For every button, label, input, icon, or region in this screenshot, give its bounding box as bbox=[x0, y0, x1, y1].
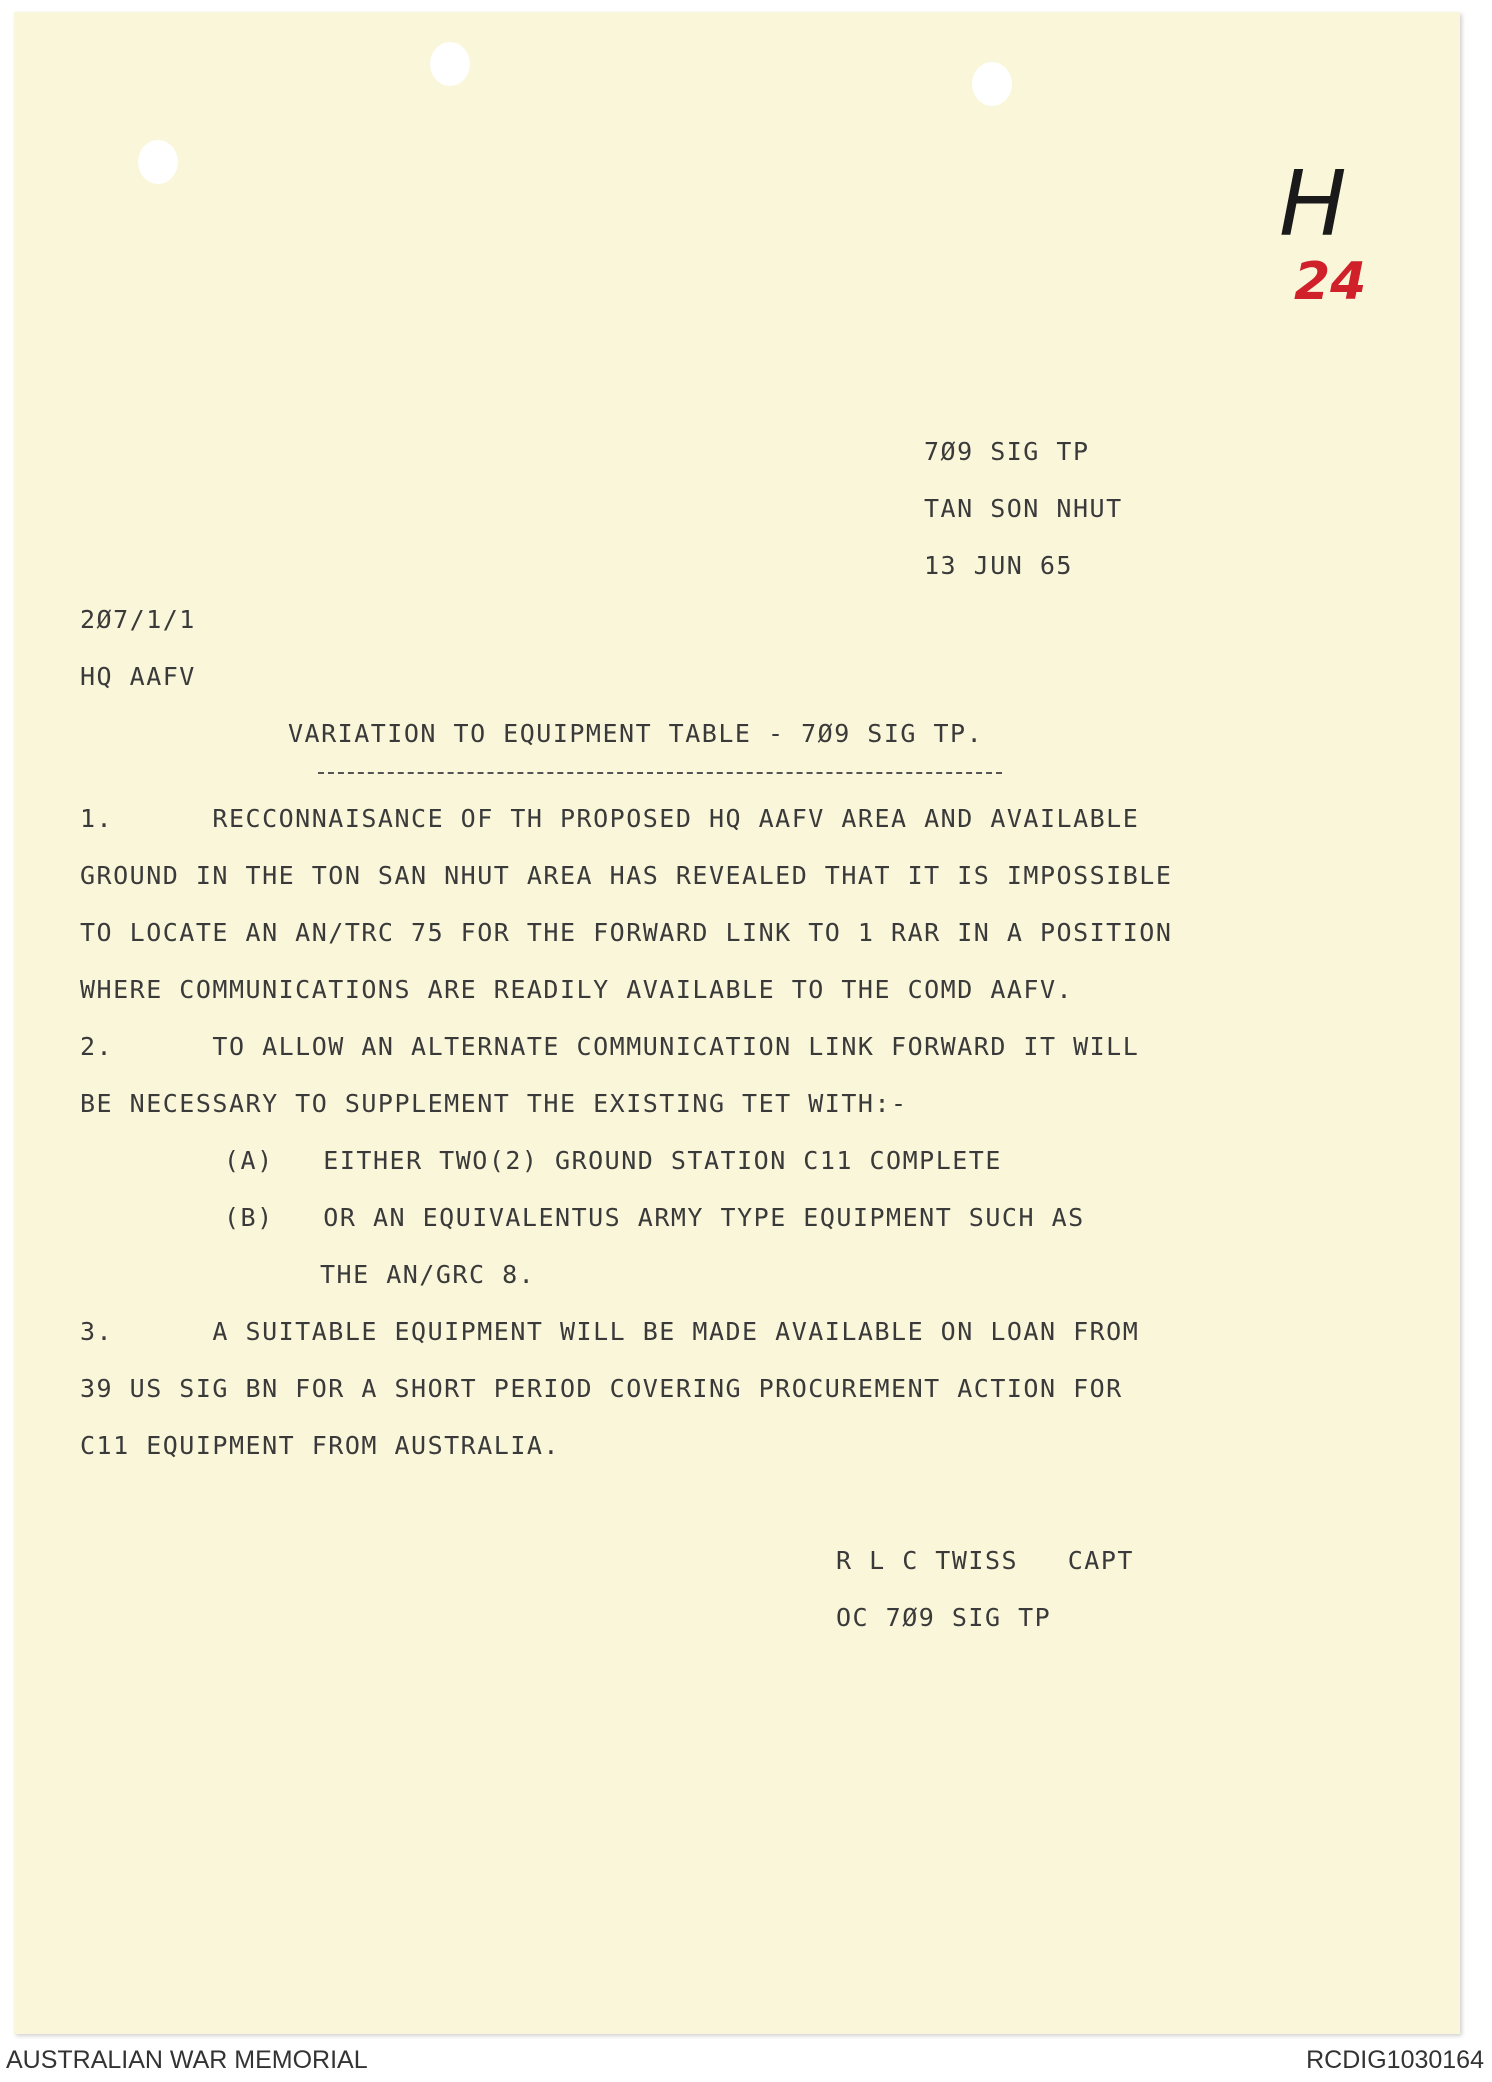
subject-underline bbox=[318, 772, 1002, 774]
punch-hole bbox=[972, 62, 1012, 106]
document-date: 13 JUN 65 bbox=[924, 551, 1073, 580]
addressee: HQ AAFV bbox=[80, 662, 196, 691]
body-line: C11 EQUIPMENT FROM AUSTRALIA. bbox=[80, 1431, 560, 1460]
subject-heading: VARIATION TO EQUIPMENT TABLE - 7Ø9 SIG TP. bbox=[288, 719, 984, 748]
body-line: (B) OR AN EQUIVALENTUS ARMY TYPE EQUIPMENT SUCH AS bbox=[224, 1203, 1085, 1232]
body-line: 3. A SUITABLE EQUIPMENT WILL BE MADE AVAILABLE ON LOAN FROM bbox=[80, 1317, 1140, 1346]
body-line: (A) EITHER TWO(2) GROUND STATION C11 COMPLETE bbox=[224, 1146, 1002, 1175]
file-reference: 2Ø7/1/1 bbox=[80, 605, 196, 634]
archive-footer-left: AUSTRALIAN WAR MEMORIAL bbox=[6, 2046, 368, 2074]
document-page bbox=[14, 12, 1460, 2034]
body-line: GROUND IN THE TON SAN NHUT AREA HAS REVEALED THAT IT IS IMPOSSIBLE bbox=[80, 861, 1173, 890]
body-line: TO LOCATE AN AN/TRC 75 FOR THE FORWARD LINK TO 1 RAR IN A POSITION bbox=[80, 918, 1173, 947]
handwritten-letter: H bbox=[1279, 152, 1347, 257]
body-line: 1. RECCONNAISANCE OF TH PROPOSED HQ AAFV AREA AND AVAILABLE bbox=[80, 804, 1140, 833]
body-line: 2. TO ALLOW AN ALTERNATE COMMUNICATION LINK FORWARD IT WILL bbox=[80, 1032, 1140, 1061]
signature-name: R L C TWISS CAPT bbox=[836, 1546, 1134, 1575]
folio-number: 24 bbox=[1294, 252, 1367, 312]
sender-unit: 7Ø9 SIG TP bbox=[924, 437, 1090, 466]
sender-location: TAN SON NHUT bbox=[924, 494, 1123, 523]
punch-hole bbox=[138, 140, 178, 184]
body-line: WHERE COMMUNICATIONS ARE READILY AVAILABLE TO THE COMD AAFV. bbox=[80, 975, 1074, 1004]
body-line: THE AN/GRC 8. bbox=[320, 1260, 536, 1289]
body-line: 39 US SIG BN FOR A SHORT PERIOD COVERING PROCUREMENT ACTION FOR bbox=[80, 1374, 1123, 1403]
signature-title: OC 7Ø9 SIG TP bbox=[836, 1603, 1052, 1632]
archive-footer-right: RCDIG1030164 bbox=[1306, 2046, 1484, 2074]
body-line: BE NECESSARY TO SUPPLEMENT THE EXISTING TET WITH:- bbox=[80, 1089, 908, 1118]
punch-hole bbox=[430, 42, 470, 86]
